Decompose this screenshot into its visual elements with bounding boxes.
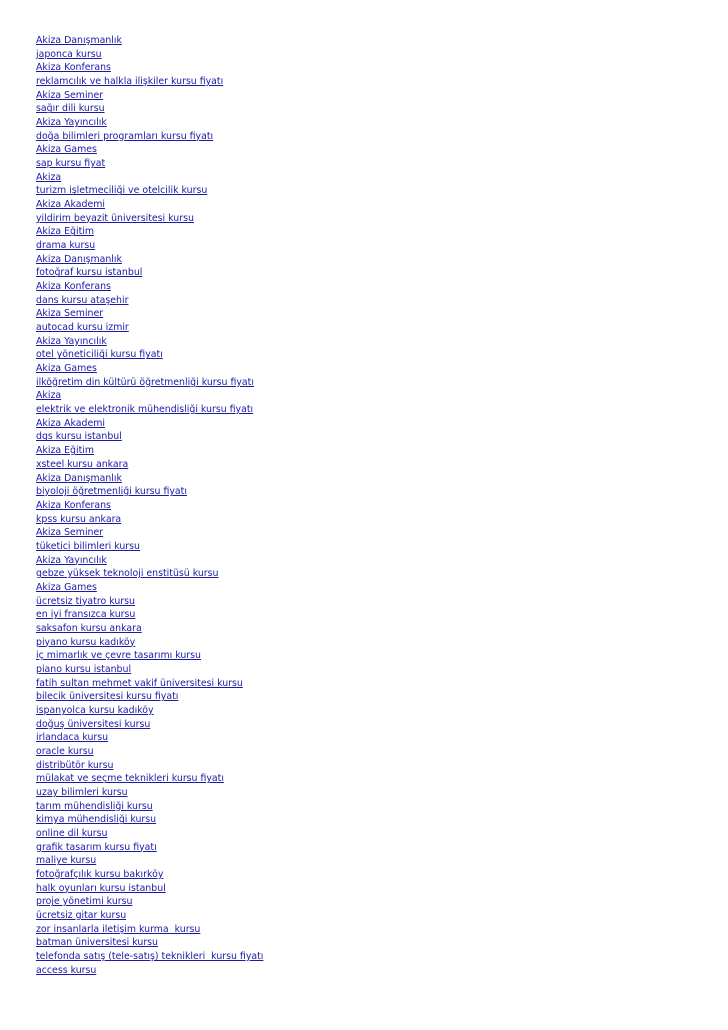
list-item: [36, 59, 696, 73]
list-item: [36, 223, 696, 237]
list-item: [36, 278, 696, 292]
link[interactable]: kpss kursu ankara: [36, 513, 122, 525]
link[interactable]: ilköğretim din kültürü öğretmenliği kursu fiyatı: [36, 376, 254, 388]
link[interactable]: Akiza Konferans: [36, 62, 111, 74]
list-item: [36, 155, 696, 169]
list-item: [36, 456, 696, 470]
list-item: [36, 210, 696, 224]
link[interactable]: Akiza Seminer: [36, 527, 104, 539]
list-item: [36, 442, 696, 456]
list-item: [36, 100, 696, 114]
link[interactable]: Akiza Eğitim: [36, 445, 94, 457]
link[interactable]: maliye kursu: [36, 855, 97, 867]
list-item: [36, 182, 696, 196]
list-item: [36, 743, 696, 757]
link[interactable]: distribütör kursu: [36, 759, 114, 771]
list-item: [36, 292, 696, 306]
list-item: [36, 346, 696, 360]
link[interactable]: Akiza Yayıncılık: [36, 554, 107, 566]
link[interactable]: tarım mühendisliği kursu: [36, 800, 153, 812]
list-item: [36, 784, 696, 798]
link[interactable]: uzay bilimleri kursu: [36, 786, 128, 798]
link[interactable]: kimya mühendisliği kursu: [36, 814, 157, 826]
link[interactable]: fatih sultan mehmet vakif üniversitesi kursu: [36, 677, 243, 689]
link[interactable]: fotoğrafçılık kursu bakırköy: [36, 868, 164, 880]
list-item: [36, 565, 696, 579]
link[interactable]: autocad kursu izmir: [36, 322, 129, 334]
list-item: [36, 128, 696, 142]
link[interactable]: Akiza Akademi: [36, 417, 105, 429]
link[interactable]: doğa bilimleri programları kursu fiyatı: [36, 130, 214, 142]
list-item: [36, 757, 696, 771]
list-item: [36, 866, 696, 880]
list-item: [36, 593, 696, 607]
list-item: [36, 428, 696, 442]
list-item: [36, 907, 696, 921]
link[interactable]: biyoloji öğretmenliği kursu fiyatı: [36, 486, 187, 498]
link[interactable]: saksafon kursu ankara: [36, 622, 142, 634]
list-item: [36, 497, 696, 511]
link[interactable]: batman üniversitesi kursu: [36, 937, 158, 949]
list-item: [36, 196, 696, 210]
link[interactable]: Akiza: [36, 171, 62, 183]
link[interactable]: access kursu: [36, 964, 97, 976]
list-item: [36, 264, 696, 278]
link[interactable]: zor insanlarla iletişim kurma kursu: [36, 923, 201, 935]
list-item: [36, 688, 696, 702]
list-item: [36, 661, 696, 675]
link[interactable]: gebze yüksek teknoloji enstitüsü kursu: [36, 568, 219, 580]
link[interactable]: Akiza Konferans: [36, 499, 111, 511]
link[interactable]: dans kursu ataşehir: [36, 294, 129, 306]
list-item: [36, 934, 696, 948]
list-item: [36, 141, 696, 155]
list-item: [36, 305, 696, 319]
link[interactable]: piano kursu istanbul: [36, 663, 132, 675]
link[interactable]: en iyi fransızca kursu: [36, 609, 136, 621]
list-item: [36, 251, 696, 265]
list-item: [36, 387, 696, 401]
list-item: [36, 634, 696, 648]
link[interactable]: irlandaca kursu: [36, 732, 109, 744]
link[interactable]: oracle kursu: [36, 745, 94, 757]
list-item: [36, 401, 696, 415]
link[interactable]: Akiza Yayıncılık: [36, 335, 107, 347]
link[interactable]: Akiza Danışmanlık: [36, 253, 122, 265]
link[interactable]: doğuş üniversitesi kursu: [36, 718, 151, 730]
link[interactable]: Akiza Games: [36, 363, 97, 375]
link[interactable]: Akiza: [36, 390, 62, 402]
list-item: [36, 333, 696, 347]
list-item: [36, 552, 696, 566]
link[interactable]: yildirim beyazit üniversitesi kursu: [36, 212, 194, 224]
link[interactable]: Akiza Eğitim: [36, 226, 94, 238]
list-item: [36, 169, 696, 183]
link[interactable]: mülakat ve seçme teknikleri kursu fiyatı: [36, 773, 224, 785]
list-item: [36, 114, 696, 128]
list-item: [36, 921, 696, 935]
list-item: [36, 73, 696, 87]
list-item: [36, 852, 696, 866]
link[interactable]: ispanyolca kursu kadıköy: [36, 704, 154, 716]
link[interactable]: sağır dili kursu: [36, 103, 105, 115]
list-item: [36, 32, 696, 46]
link[interactable]: Akiza Games: [36, 581, 97, 593]
link[interactable]: Akiza Seminer: [36, 308, 104, 320]
link[interactable]: grafik tasarım kursu fiyatı: [36, 841, 157, 853]
link[interactable]: fotoğraf kursu istanbul: [36, 267, 143, 279]
link-list: [36, 32, 696, 975]
list-item: [36, 811, 696, 825]
link[interactable]: drama kursu: [36, 240, 96, 252]
list-item: [36, 770, 696, 784]
list-item: [36, 511, 696, 525]
list-item: [36, 716, 696, 730]
list-item: [36, 880, 696, 894]
link[interactable]: ücretsiz gitar kursu: [36, 910, 127, 921]
link[interactable]: ücretsiz tiyatro kursu: [36, 595, 135, 607]
list-item: [36, 675, 696, 689]
link[interactable]: online dil kursu: [36, 827, 108, 839]
link[interactable]: Akiza Seminer: [36, 89, 104, 101]
list-item: [36, 524, 696, 538]
link[interactable]: otel yöneticiliği kursu fiyatı: [36, 349, 163, 361]
list-item: [36, 647, 696, 661]
list-item: [36, 729, 696, 743]
link[interactable]: Akiza Danışmanlık: [36, 35, 122, 46]
list-item: [36, 962, 696, 976]
link[interactable]: iç mimarlık ve çevre tasarımı kursu: [36, 650, 201, 662]
link[interactable]: Akiza Konferans: [36, 281, 111, 293]
link[interactable]: halk oyunları kursu istanbul: [36, 882, 166, 894]
link[interactable]: bilecik üniversitesi kursu fiyatı: [36, 691, 179, 703]
list-item: [36, 46, 696, 60]
link[interactable]: xsteel kursu ankara: [36, 458, 129, 470]
list-item: [36, 606, 696, 620]
link[interactable]: reklamcılık ve halkla ilişkiler kursu fiyatı: [36, 76, 224, 88]
link[interactable]: Akiza Danışmanlık: [36, 472, 122, 484]
link[interactable]: proje yönetimi kursu: [36, 896, 133, 908]
list-item: [36, 470, 696, 484]
link[interactable]: tüketici bilimleri kursu: [36, 540, 140, 552]
link[interactable]: Akiza Games: [36, 144, 97, 156]
link[interactable]: Akiza Yayıncılık: [36, 117, 107, 129]
list-item: [36, 579, 696, 593]
link[interactable]: turizm işletmeciliği ve otelcilik kursu: [36, 185, 208, 197]
link[interactable]: Akiza Akademi: [36, 199, 105, 211]
list-item: [36, 360, 696, 374]
list-item: [36, 948, 696, 962]
link[interactable]: sap kursu fiyat: [36, 158, 106, 170]
list-item: [36, 620, 696, 634]
list-item: [36, 839, 696, 853]
list-item: [36, 702, 696, 716]
list-item: [36, 374, 696, 388]
page-content: [36, 32, 696, 975]
link[interactable]: dgs kursu istanbul: [36, 431, 122, 443]
list-item: [36, 237, 696, 251]
list-item: [36, 538, 696, 552]
list-item: [36, 483, 696, 497]
link[interactable]: elektrik ve elektronik mühendisliği kursu fiyatı: [36, 404, 254, 416]
link[interactable]: piyano kursu kadıköy: [36, 636, 136, 648]
list-item: [36, 825, 696, 839]
link[interactable]: japonca kursu: [36, 48, 102, 60]
list-item: [36, 798, 696, 812]
list-item: [36, 87, 696, 101]
link[interactable]: telefonda satış (tele-satış) teknikleri kursu fiyatı: [36, 951, 264, 963]
list-item: [36, 893, 696, 907]
list-item: [36, 319, 696, 333]
list-item: [36, 415, 696, 429]
